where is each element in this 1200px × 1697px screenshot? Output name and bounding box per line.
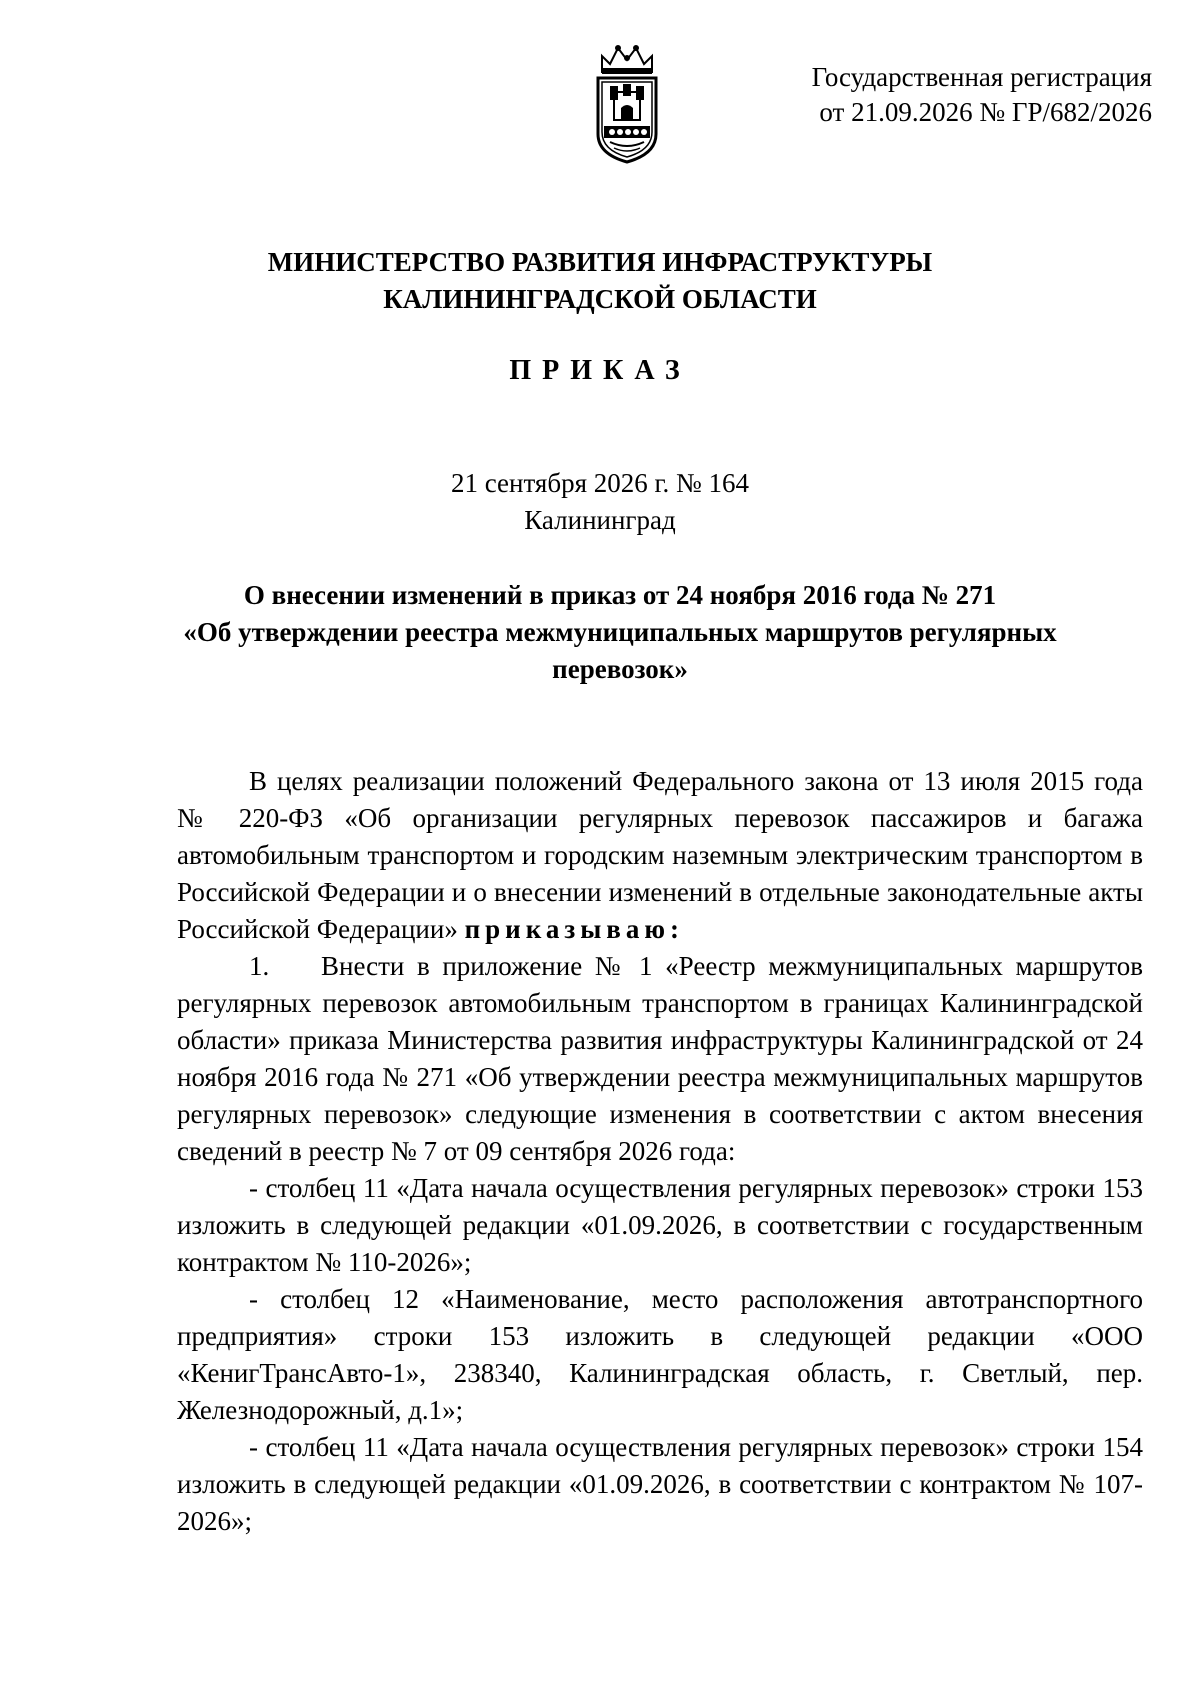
registration-number: от 21.09.2026 № ГР/682/2026	[819, 97, 1152, 127]
ministry-name: МИНИСТЕРСТВО РАЗВИТИЯ ИНФРАСТРУКТУРЫ	[267, 247, 933, 277]
subject-line-3: перевозок»	[552, 654, 688, 684]
coat-of-arms-icon	[594, 42, 660, 164]
item-1-number: 1.	[249, 951, 270, 981]
date-and-place	[0, 465, 1200, 539]
order-body	[177, 763, 1143, 1540]
registration-stamp	[812, 60, 1152, 130]
preamble-paragraph	[177, 763, 1143, 948]
registration-label: Государственная регистрация	[811, 62, 1152, 92]
change-paragraph: - столбец 12 «Наименование, место расположения автотранспортного предприятия» строки 153 изложить в следующей редакции «ООО «КенигТрансАвто-1», 238340, Калининградская область, г. Светлый, пер. Железнодорожный, д.1»;	[177, 1284, 1143, 1425]
item-1-paragraph	[177, 948, 1143, 1170]
change-paragraph: - столбец 11 «Дата начала осуществления регулярных перевозок» строки 153 изложить в следующей редакции «01.09.2026, в соответствии с государственным контрактом № 110-2026»;	[177, 1173, 1143, 1277]
subject-line-1: О внесении изменений в приказ от 24 ноября 2016 года № 271	[243, 580, 997, 610]
ministry-heading	[0, 244, 1200, 318]
change-paragraph: - столбец 11 «Дата начала осуществления регулярных перевозок» строки 154 изложить в следующей редакции «01.09.2026, в соответствии с контрактом № 107-2026»;	[177, 1432, 1143, 1536]
order-subject	[120, 577, 1120, 688]
order-date-number: 21 сентября 2026 г. № 164	[450, 468, 750, 498]
item-1-text: Внести в приложение № 1 «Реестр межмуниципальных маршрутов регулярных перевозок автомобильным транспортом в границах Калининградской области» приказа Министерства развития инфраструктуры Калининградской от 24 ноября 2016 года № 271 «Об утверждении реестра межмуниципальных маршрутов регулярных перевозок» следующие изменения в соответствии с актом внесения сведений в реестр № 7 от 09 сентября 2026 года:	[177, 951, 1143, 1166]
subject-line-2: «Об утверждении реестра межмуниципальных маршрутов регулярных	[183, 617, 1057, 647]
order-city: Калининград	[524, 505, 676, 535]
document-type-heading: ПРИКАЗ	[509, 355, 691, 386]
ministry-region: КАЛИНИНГРАДСКОЙ ОБЛАСТИ	[383, 284, 817, 314]
preamble-text: В целях реализации положений Федерального закона от 13 июля 2015 года № 220-ФЗ «Об организации регулярных перевозок пассажиров и багажа автомобильным транспортом и городским наземным электрическим транспортом в Российской Федерации и о внесении изменений в отдельные законодательные акты Российской Федерации»	[177, 766, 1143, 944]
order-verb: приказываю:	[464, 914, 684, 944]
